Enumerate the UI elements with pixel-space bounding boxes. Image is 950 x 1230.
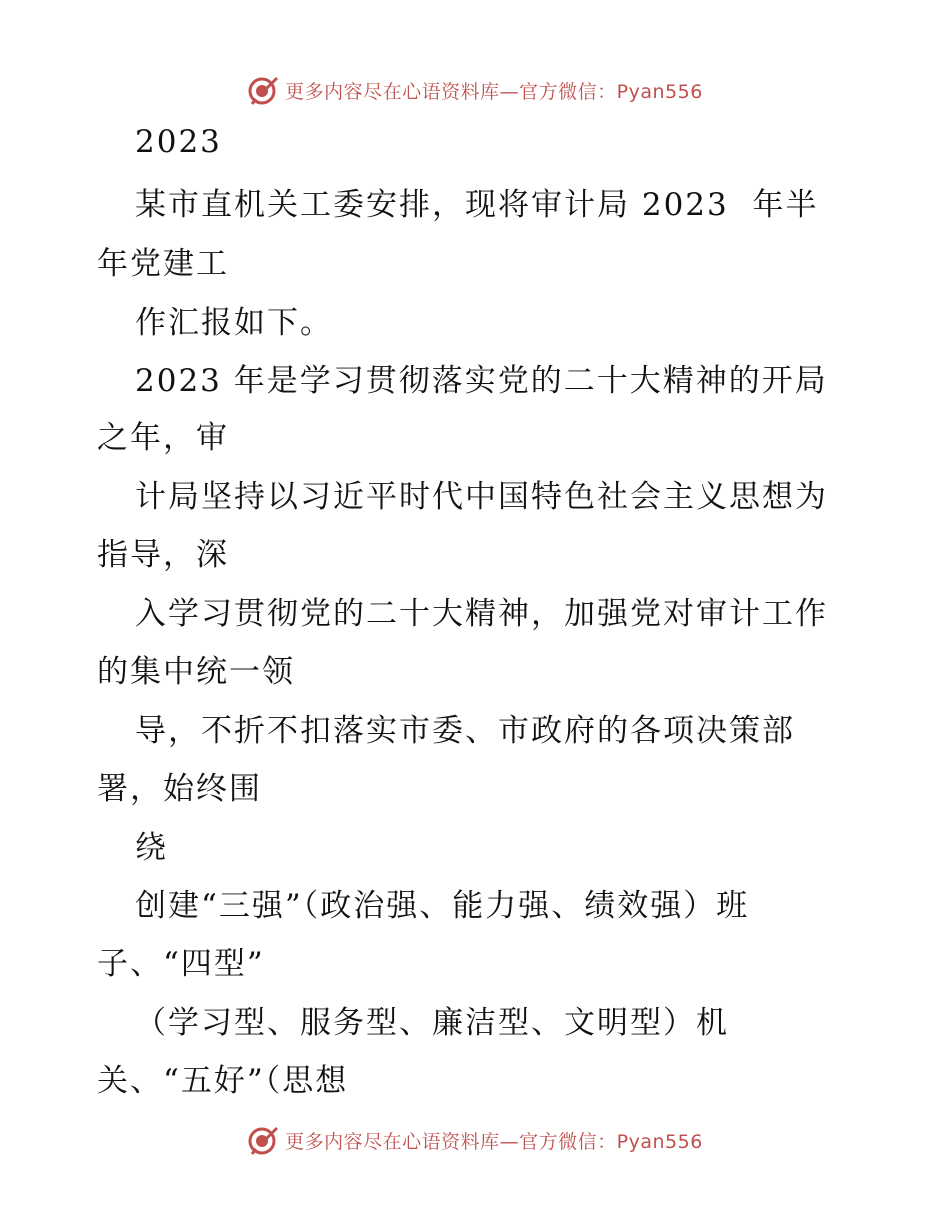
doc-line: 某市直机关工委安排，现将审计局 2023 年半 (135, 187, 819, 223)
doc-line: 导，不折不扣落实市委、市政府的各项决策部 (135, 713, 795, 749)
doc-line: 指导，深 (97, 537, 229, 573)
doc-line: 计局坚持以习近平时代中国特色社会主义思想为 (135, 479, 828, 515)
header-banner (0, 70, 950, 110)
doc-line: 的集中统一领 (97, 654, 295, 690)
pen-nib-logo-icon (247, 74, 279, 106)
doc-line: 子、“四型” (97, 946, 265, 982)
doc-line: 创建“三强”（政治强、能力强、绩效强）班 (135, 888, 750, 924)
doc-line: 2023 年是学习贯彻落实党的二十大精神的开局 (135, 363, 828, 399)
doc-line: 之年，审 (97, 420, 229, 456)
doc-line: 作汇报如下。 (135, 305, 333, 341)
doc-line: 2023 (135, 124, 222, 160)
doc-line: 绕 (135, 830, 168, 866)
footer-banner (0, 1120, 950, 1160)
doc-line: 年党建工 (97, 246, 229, 282)
doc-line: （学习型、服务型、廉洁型、文明型）机 (135, 1005, 729, 1041)
header-banner-text: 更多内容尽在心语资料库—官方微信：Pyan556 (285, 80, 703, 103)
pen-nib-logo-icon (247, 1124, 279, 1156)
footer-banner-text: 更多内容尽在心语资料库—官方微信：Pyan556 (285, 1130, 703, 1153)
doc-line: 关、“五好”（思想 (97, 1063, 349, 1099)
doc-line: 署，始终围 (97, 771, 262, 807)
doc-line: 入学习贯彻党的二十大精神，加强党对审计工作 (135, 596, 828, 632)
